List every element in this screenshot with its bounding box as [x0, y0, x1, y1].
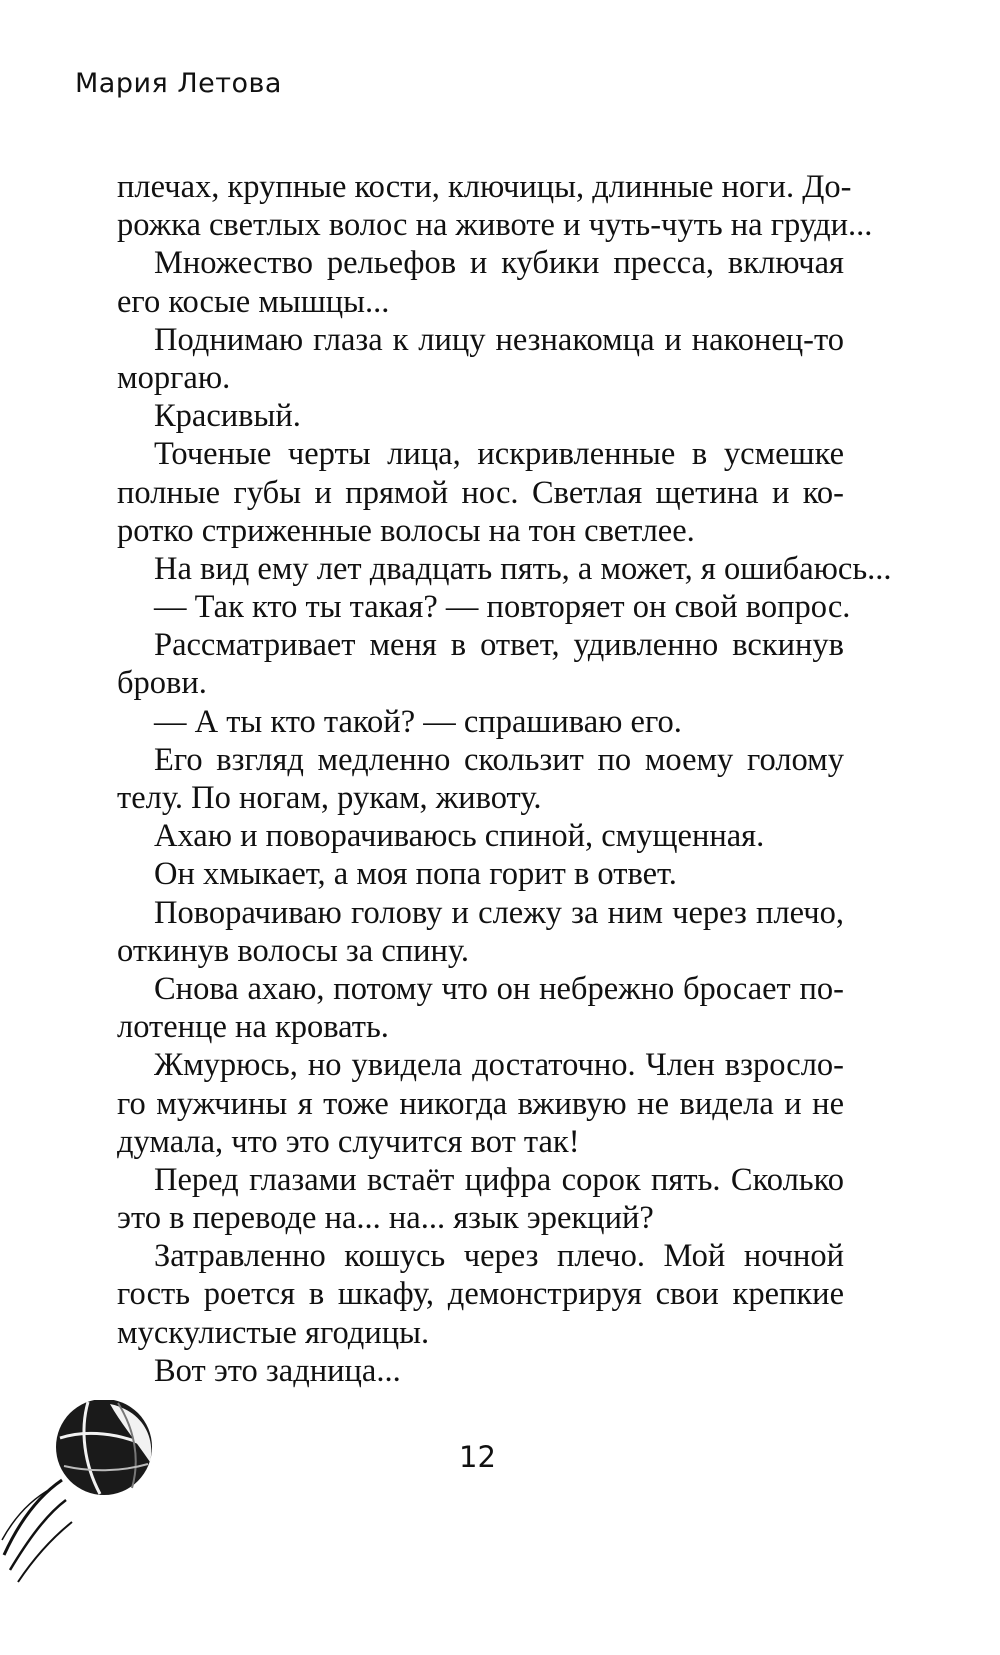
text-line: Затравленно кошусь через плечо. Мой ночной: [154, 1238, 844, 1275]
text-line: Перед глазами встаёт цифра сорок пять. Сколько: [154, 1161, 844, 1198]
text-line: гость роется в шкафу, демонстрируя свои крепкие: [117, 1276, 844, 1313]
text-line: Его взгляд медленно скользит по моему голому: [154, 741, 844, 778]
text-line: Точеные черты лица, искривленные в усмешке: [154, 436, 844, 473]
text-line: Жмурюсь, но увидела достаточно. Член взросло-: [154, 1047, 844, 1084]
text-line: Вот это задница...: [154, 1352, 401, 1389]
text-line: плечах, крупные кости, ключицы, длинные ноги. До-: [117, 169, 852, 205]
text-line: Ахаю и поворачиваюсь спиной, смущенная.: [154, 818, 765, 855]
text-line: полные губы и прямой нос. Светлая щетина и ко-: [117, 474, 844, 511]
basketball-icon: [0, 1400, 175, 1600]
text-line: телу. По ногам, рукам, животу.: [117, 780, 542, 816]
text-line: ротко стриженные волосы на тон светлее.: [117, 512, 695, 549]
text-line: На вид ему лет двадцать пять, а может, я ошибаюсь...: [154, 550, 892, 587]
text-line: рожка светлых волос на животе и чуть-чуть на груди...: [117, 207, 873, 244]
text-line: откинув волосы за спину.: [117, 932, 470, 969]
text-line: Снова ахаю, потому что он небрежно бросает по-: [154, 970, 844, 1007]
page-number: 12: [459, 1440, 496, 1474]
text-line: моргаю.: [117, 359, 231, 396]
text-line: мускулистые ягодицы.: [117, 1314, 430, 1351]
text-line: Красивый.: [154, 398, 301, 435]
text-line: его косые мышцы...: [117, 283, 390, 320]
text-line: Он хмыкает, а моя попа горит в ответ.: [154, 856, 677, 893]
running-head-author: Мария Летова: [75, 68, 282, 99]
text-line: Поднимаю глаза к лицу незнакомца и наконец-то: [154, 321, 844, 358]
text-line: лотенце на кровать.: [117, 1009, 389, 1046]
text-line: брови.: [117, 665, 207, 702]
text-line: это в переводе на... на... язык эрекций?: [117, 1200, 654, 1237]
body-text: [117, 168, 892, 1390]
text-line: Множество рельефов и кубики пресса, включая: [154, 245, 844, 282]
text-line: — Так кто ты такая? — повторяет он свой вопрос.: [154, 589, 851, 626]
text-line: — А ты кто такой? — спрашиваю его.: [154, 703, 682, 740]
text-line: думала, что это случится вот так!: [117, 1123, 580, 1160]
text-line: Рассматривает меня в ответ, удивленно вскинув: [154, 627, 844, 664]
text-line: го мужчины я тоже никогда вживую не видела и не: [117, 1085, 844, 1122]
text-line: Поворачиваю голову и слежу за ним через плечо,: [154, 894, 844, 931]
